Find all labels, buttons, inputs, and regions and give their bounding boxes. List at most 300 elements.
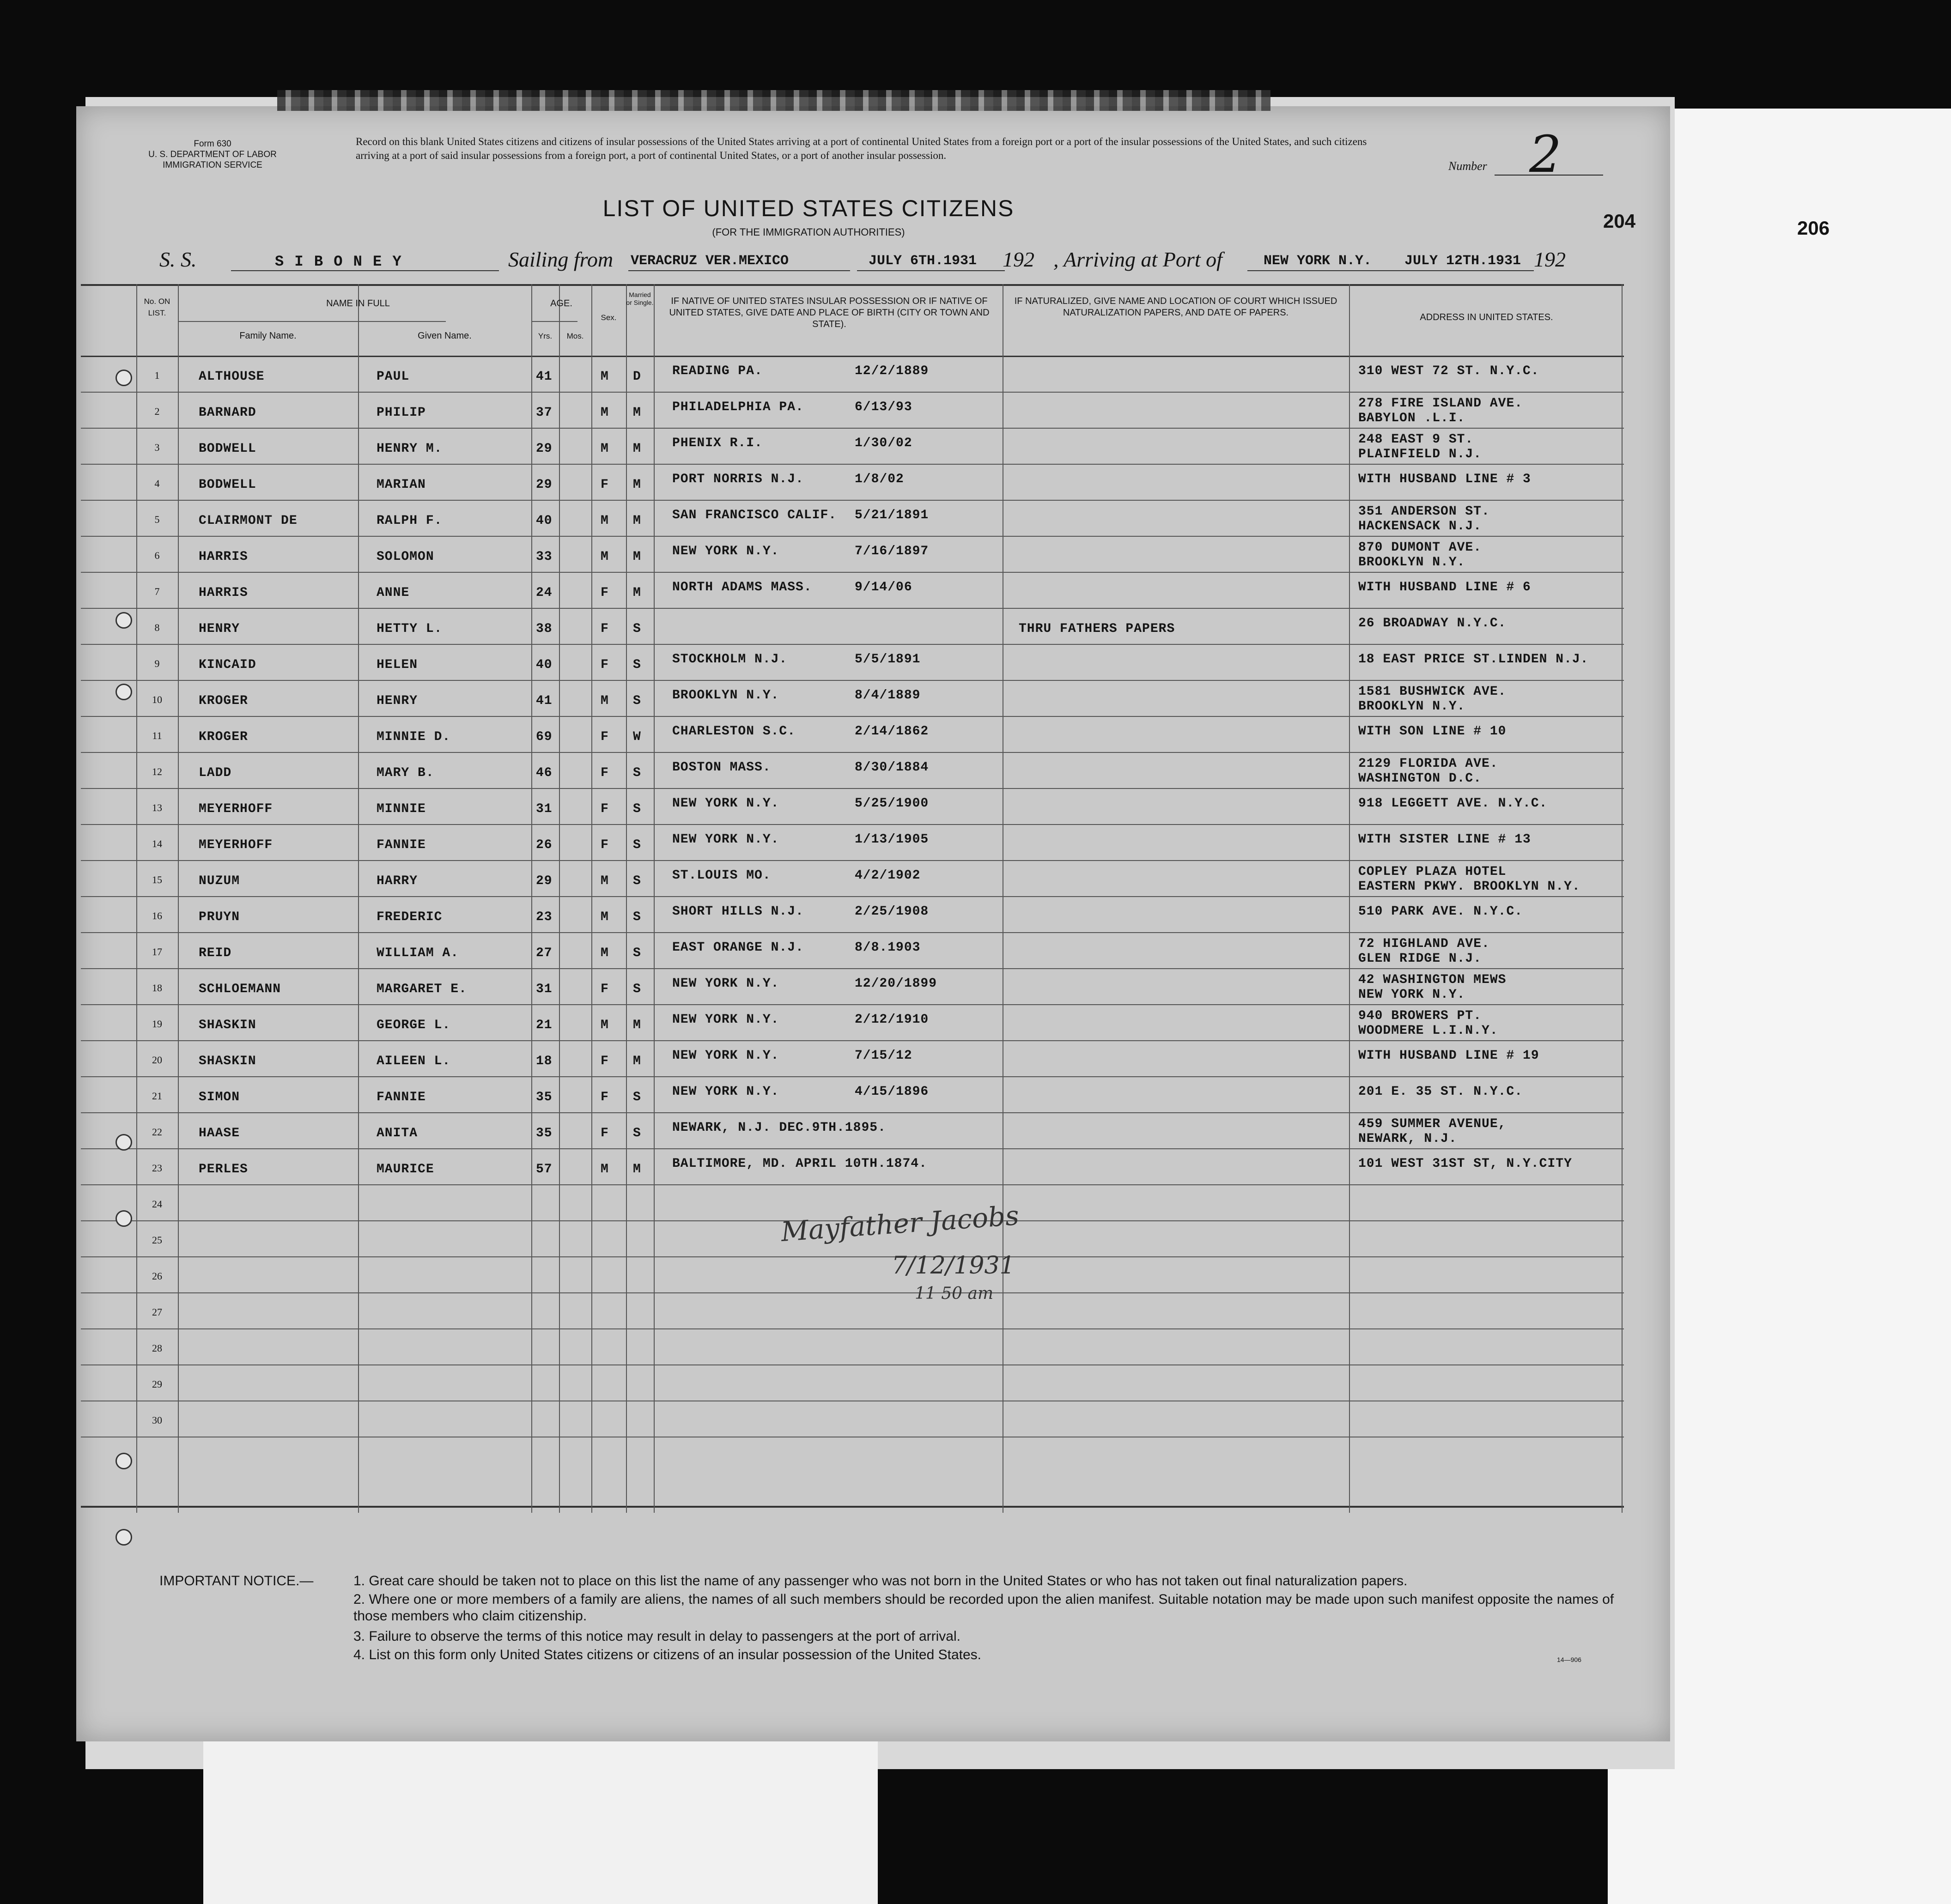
- col-line: [178, 284, 179, 1513]
- birth-date: 2/12/1910: [855, 1013, 929, 1027]
- marital-status: M: [633, 406, 641, 420]
- punch-hole: [115, 1210, 132, 1227]
- sex: F: [601, 1054, 609, 1068]
- col-line: [559, 284, 560, 1513]
- sex: M: [601, 874, 609, 888]
- row-divider: [81, 680, 1624, 681]
- punch-hole: [115, 684, 132, 700]
- age-years: 29: [536, 478, 553, 492]
- marital-status: S: [633, 1126, 641, 1140]
- row-divider: [81, 392, 1624, 393]
- address-line-1: 42 WASHINGTON MEWS: [1358, 973, 1507, 987]
- row-number: 4: [154, 478, 160, 489]
- address-line-2: BROOKLYN N.Y.: [1358, 699, 1465, 714]
- marital-status: S: [633, 658, 641, 672]
- row-number: 18: [152, 982, 162, 994]
- birth-place: EAST ORANGE N.J.: [672, 940, 804, 955]
- family-name: KINCAID: [199, 658, 256, 672]
- given-name: FANNIE: [377, 838, 426, 852]
- address-line-1: 278 FIRE ISLAND AVE.: [1358, 396, 1523, 411]
- sailing-from: VERACRUZ VER.MEXICO: [631, 253, 789, 269]
- given-name: HELEN: [377, 658, 418, 672]
- marital-status: M: [633, 514, 641, 528]
- row-divider: [81, 1148, 1624, 1149]
- age-years: 38: [536, 622, 553, 636]
- row-divider: [81, 860, 1624, 861]
- birth-date: 1/13/1905: [855, 832, 929, 847]
- address-line-1: 26 BROADWAY N.Y.C.: [1358, 616, 1507, 631]
- address-line-2: NEW YORK N.Y.: [1358, 988, 1465, 1002]
- sex: F: [601, 1090, 609, 1104]
- family-name: SCHLOEMANN: [199, 982, 281, 996]
- sex: F: [601, 982, 609, 996]
- sex: F: [601, 1126, 609, 1140]
- marital-status: S: [633, 946, 641, 960]
- row-divider: [81, 1328, 1624, 1329]
- row-number: 1: [154, 370, 160, 381]
- age-years: 23: [536, 910, 553, 924]
- address-line-2: NEWARK, N.J.: [1358, 1132, 1457, 1146]
- row-divider: [81, 572, 1624, 573]
- address-line-1: 201 E. 35 ST. N.Y.C.: [1358, 1085, 1523, 1099]
- address-line-1: 72 HIGHLAND AVE.: [1358, 937, 1490, 951]
- marital-status: M: [633, 550, 641, 564]
- birth-date: 8/30/1884: [855, 760, 929, 775]
- number-label: Number: [1448, 159, 1487, 173]
- age-years: 18: [536, 1054, 553, 1068]
- given-name: ANITA: [377, 1126, 418, 1140]
- address-line-1: WITH SISTER LINE # 13: [1358, 832, 1531, 847]
- punch-hole: [115, 370, 132, 386]
- age-years: 24: [536, 586, 553, 600]
- birth-place: PORT NORRIS N.J.: [672, 472, 804, 486]
- page-title: LIST OF UNITED STATES CITIZENS: [602, 195, 1015, 221]
- year-label-2: 192: [1534, 248, 1566, 271]
- row-number: 15: [152, 874, 162, 885]
- notice-item: 2. Where one or more members of a family are aliens, the names of all such members should be recorded upon the alien manifest. Suitable notation may be made upon such manifest opposite the names of those members who claim citizenship.: [353, 1592, 1614, 1624]
- row-divider: [81, 968, 1624, 969]
- birth-date: 5/21/1891: [855, 508, 929, 522]
- birth-place: NEW YORK N.Y.: [672, 976, 779, 991]
- given-name: MINNIE D.: [377, 730, 451, 744]
- row-divider: [81, 1184, 1624, 1185]
- marital-status: S: [633, 910, 641, 924]
- sex: M: [601, 406, 609, 420]
- marital-status: S: [633, 982, 641, 996]
- row-number: 8: [154, 622, 160, 633]
- family-name: CLAIRMONT DE: [199, 514, 298, 528]
- given-name: WILLIAM A.: [377, 946, 459, 960]
- given-name: AILEEN L.: [377, 1054, 451, 1068]
- row-number: 14: [152, 838, 162, 849]
- birth-place: BOSTON MASS.: [672, 760, 771, 775]
- sailing-underline: [628, 270, 850, 271]
- birth-date: 8/4/1889: [855, 688, 921, 703]
- annotation-time: 11 50 am: [915, 1284, 994, 1303]
- birth-place: PHILADELPHIA PA.: [672, 400, 804, 414]
- family-name: MEYERHOFF: [199, 838, 273, 852]
- row-number: 29: [152, 1378, 162, 1390]
- age-years: 26: [536, 838, 553, 852]
- col-married: Married or Single.: [626, 291, 654, 306]
- given-name: HETTY L.: [377, 622, 443, 636]
- row-number: 28: [152, 1342, 162, 1354]
- given-name: RALPH F.: [377, 514, 443, 528]
- address-line-1: 101 WEST 31ST ST, N.Y.CITY: [1358, 1157, 1572, 1171]
- age-years: 46: [536, 766, 553, 780]
- row-divider: [81, 1076, 1624, 1077]
- birth-date: 5/25/1900: [855, 796, 929, 811]
- sex: M: [601, 514, 609, 528]
- arriving-label: , Arriving at Port of: [1053, 248, 1222, 271]
- birth-date: 12/20/1899: [855, 976, 937, 991]
- family-name: HARRIS: [199, 586, 248, 600]
- family-name: SHASKIN: [199, 1054, 256, 1068]
- sex: M: [601, 1162, 609, 1176]
- age-group-divider: [531, 321, 577, 322]
- punch-hole: [115, 1529, 132, 1546]
- family-name: BODWELL: [199, 478, 256, 492]
- sex: F: [601, 658, 609, 672]
- family-name: SIMON: [199, 1090, 240, 1104]
- row-number: 22: [152, 1126, 162, 1138]
- address-line-1: 248 EAST 9 ST.: [1358, 432, 1474, 447]
- row-divider: [81, 644, 1624, 645]
- row-divider: [81, 428, 1624, 429]
- birth-date: 2/14/1862: [855, 724, 929, 739]
- table-bottom-border: [81, 1506, 1624, 1508]
- age-years: 35: [536, 1126, 553, 1140]
- col-no: No. ON LIST.: [144, 297, 170, 317]
- birth-date: 9/14/06: [855, 580, 912, 594]
- sex: F: [601, 730, 609, 744]
- address-line-2: EASTERN PKWY. BROOKLYN N.Y.: [1358, 879, 1580, 894]
- age-years: 33: [536, 550, 553, 564]
- row-divider: [81, 1112, 1624, 1113]
- marital-status: S: [633, 1090, 641, 1104]
- address-line-2: HACKENSACK N.J.: [1358, 519, 1482, 534]
- row-divider: [81, 896, 1624, 897]
- arriving-date: JULY 12TH.1931: [1404, 253, 1521, 269]
- binding-strip: [277, 90, 1270, 111]
- sailing-date-underline: [857, 270, 1005, 271]
- birth-place: NEWARK, N.J. DEC.9TH.1895.: [672, 1121, 886, 1135]
- family-name: PERLES: [199, 1162, 248, 1176]
- row-divider: [81, 1364, 1624, 1365]
- age-years: 57: [536, 1162, 553, 1176]
- marital-status: S: [633, 802, 641, 816]
- address-line-2: WOODMERE L.I.N.Y.: [1358, 1024, 1498, 1038]
- marital-status: M: [633, 1018, 641, 1032]
- row-divider: [81, 824, 1624, 825]
- sex: M: [601, 550, 609, 564]
- age-years: 35: [536, 1090, 553, 1104]
- birth-place: ST.LOUIS MO.: [672, 868, 771, 883]
- table-top-border: [81, 284, 1624, 286]
- family-name: BARNARD: [199, 406, 256, 420]
- birth-date: 2/25/1908: [855, 904, 929, 919]
- col-family: Family Name.: [239, 331, 297, 341]
- age-years: 41: [536, 694, 553, 708]
- sex: M: [601, 442, 609, 456]
- arriving-port: NEW YORK N.Y.: [1264, 253, 1372, 269]
- family-name: HARRIS: [199, 550, 248, 564]
- family-name: SHASKIN: [199, 1018, 256, 1032]
- row-number: 17: [152, 946, 162, 958]
- row-number: 2: [154, 406, 160, 417]
- birth-place: STOCKHOLM N.J.: [672, 652, 788, 667]
- ship-name: S I B O N E Y: [275, 253, 402, 270]
- address-line-1: 940 BROWERS PT.: [1358, 1009, 1482, 1023]
- birth-place: NEW YORK N.Y.: [672, 832, 779, 847]
- marital-status: M: [633, 442, 641, 456]
- col-name-group: NAME IN FULL: [326, 298, 390, 309]
- family-name: HENRY: [199, 622, 240, 636]
- row-number: 20: [152, 1054, 162, 1066]
- address-line-1: 2129 FLORIDA AVE.: [1358, 757, 1498, 771]
- col-naturalized: IF NATURALIZED, GIVE NAME AND LOCATION OF COURT WHICH ISSUED NATURALIZATION PAPERS, AND DATE OF PAPERS.: [1014, 296, 1337, 318]
- col-yrs: Yrs.: [538, 332, 553, 340]
- col-line: [1349, 284, 1350, 1513]
- signature: Mayfather Jacobs: [780, 1200, 1020, 1248]
- row-number: 12: [152, 766, 162, 777]
- sex: F: [601, 838, 609, 852]
- given-name: ANNE: [377, 586, 410, 600]
- row-number: 27: [152, 1306, 162, 1318]
- family-name: KROGER: [199, 694, 248, 708]
- service: IMMIGRATION SERVICE: [163, 160, 262, 170]
- birth-place: CHARLESTON S.C.: [672, 724, 796, 739]
- given-name: PAUL: [377, 370, 410, 384]
- family-name: NUZUM: [199, 874, 240, 888]
- address-line-1: 459 SUMMER AVENUE,: [1358, 1117, 1507, 1131]
- marital-status: M: [633, 1054, 641, 1068]
- col-line: [654, 284, 655, 1513]
- marital-status: W: [633, 730, 641, 744]
- row-number: 21: [152, 1090, 162, 1102]
- row-divider: [81, 788, 1624, 789]
- row-number: 7: [154, 586, 160, 597]
- given-name: MINNIE: [377, 802, 426, 816]
- address-line-1: 18 EAST PRICE ST.LINDEN N.J.: [1358, 652, 1589, 667]
- birth-place: SAN FRANCISCO CALIF.: [672, 508, 837, 522]
- page-number-main: 204: [1603, 210, 1636, 232]
- row-number: 26: [152, 1270, 162, 1282]
- passenger-table: [81, 284, 1624, 1513]
- punch-hole: [115, 1134, 132, 1151]
- age-years: 69: [536, 730, 553, 744]
- given-name: FANNIE: [377, 1090, 426, 1104]
- given-name: MAURICE: [377, 1162, 434, 1176]
- birth-place: NEW YORK N.Y.: [672, 1013, 779, 1027]
- birth-place: NORTH ADAMS MASS.: [672, 580, 812, 594]
- col-sex: Sex.: [601, 313, 617, 322]
- sex: F: [601, 586, 609, 600]
- age-years: 40: [536, 658, 553, 672]
- birth-place: PHENIX R.I.: [672, 436, 763, 450]
- family-name: ALTHOUSE: [199, 370, 265, 384]
- birth-place: NEW YORK N.Y.: [672, 796, 779, 811]
- given-name: SOLOMON: [377, 550, 434, 564]
- notice-heading: IMPORTANT NOTICE.—: [159, 1573, 314, 1589]
- number-value: 2: [1529, 125, 1562, 184]
- family-name: HAASE: [199, 1126, 240, 1140]
- year-label-1: 192: [1003, 248, 1034, 271]
- row-divider: [81, 1040, 1624, 1041]
- address-line-2: BABYLON .L.I.: [1358, 411, 1465, 425]
- row-number: 30: [152, 1414, 162, 1426]
- row-number: 10: [152, 694, 162, 705]
- age-years: 27: [536, 946, 553, 960]
- row-divider: [81, 1256, 1624, 1257]
- address-line-2: PLAINFIELD N.J.: [1358, 447, 1482, 461]
- address-line-1: 310 WEST 72 ST. N.Y.C.: [1358, 364, 1539, 378]
- marital-status: M: [633, 1162, 641, 1176]
- sex: M: [601, 1018, 609, 1032]
- page-number-side: 206: [1797, 217, 1830, 239]
- given-name: GEORGE L.: [377, 1018, 451, 1032]
- notice-item: 3. Failure to observe the terms of this notice may result in delay to passengers at the port of arrival.: [353, 1629, 960, 1644]
- given-name: FREDERIC: [377, 910, 443, 924]
- row-number: 19: [152, 1018, 162, 1030]
- intro-text: Record on this blank United States citizens and citizens of insular possessions of the United States arriving at a port of continental United States from a foreign port or a port of the insular possessions of the United States, and such citizens arriving at a port of said insular possessions from a foreign port, a port of continental United States, or a port of another insular possession.: [356, 136, 1367, 161]
- annotation-date: 7/12/1931: [892, 1252, 1015, 1279]
- age-years: 31: [536, 802, 553, 816]
- punch-hole: [115, 1453, 132, 1469]
- sex: F: [601, 478, 609, 492]
- sex: F: [601, 622, 609, 636]
- family-name: REID: [199, 946, 232, 960]
- birth-place: NEW YORK N.Y.: [672, 544, 779, 558]
- age-years: 41: [536, 370, 553, 384]
- address-line-1: WITH SON LINE # 10: [1358, 724, 1507, 739]
- col-line: [531, 284, 532, 1513]
- marital-status: M: [633, 478, 641, 492]
- ship-underline: [231, 270, 499, 271]
- department: U. S. DEPARTMENT OF LABOR: [148, 150, 277, 159]
- age-years: 29: [536, 442, 553, 456]
- row-divider: [81, 608, 1624, 609]
- birth-date: 1/8/02: [855, 472, 904, 486]
- sex: M: [601, 370, 609, 384]
- col-given: Given Name.: [418, 331, 472, 341]
- family-name: MEYERHOFF: [199, 802, 273, 816]
- family-name: PRUYN: [199, 910, 240, 924]
- punch-hole: [115, 612, 132, 629]
- sex: M: [601, 946, 609, 960]
- address-line-1: COPLEY PLAZA HOTEL: [1358, 865, 1507, 879]
- given-name: MARIAN: [377, 478, 426, 492]
- col-mos: Mos.: [566, 332, 584, 340]
- given-name: MARGARET E.: [377, 982, 467, 996]
- age-years: 37: [536, 406, 553, 420]
- name-group-divider: [178, 321, 446, 322]
- sex: M: [601, 910, 609, 924]
- age-years: 29: [536, 874, 553, 888]
- marital-status: S: [633, 622, 641, 636]
- page-subtitle: (FOR THE IMMIGRATION AUTHORITIES): [712, 226, 905, 238]
- form-number: Form 630: [194, 139, 231, 149]
- age-years: 21: [536, 1018, 553, 1032]
- row-divider: [81, 1292, 1624, 1293]
- address-line-2: WASHINGTON D.C.: [1358, 771, 1482, 786]
- given-name: PHILIP: [377, 406, 426, 420]
- marital-status: D: [633, 370, 641, 384]
- row-number: 16: [152, 910, 162, 922]
- given-name: MARY B.: [377, 766, 434, 780]
- marital-status: S: [633, 766, 641, 780]
- row-number: 9: [154, 658, 160, 669]
- birth-place: SHORT HILLS N.J.: [672, 904, 804, 919]
- address-line-1: WITH HUSBAND LINE # 6: [1358, 580, 1531, 594]
- col-birth: IF NATIVE OF UNITED STATES INSULAR POSSESSION OR IF NATIVE OF UNITED STATES, GIVE DATE AND PLACE OF BIRTH (CITY OR TOWN AND STATE).: [669, 296, 990, 329]
- address-line-1: 351 ANDERSON ST.: [1358, 504, 1490, 519]
- age-years: 31: [536, 982, 553, 996]
- ss-label: S. S.: [159, 248, 197, 271]
- birth-place: READING PA.: [672, 364, 763, 378]
- col-age: AGE.: [550, 298, 572, 309]
- form-code: 14—906: [1557, 1656, 1581, 1663]
- bottom-paper-strip: [203, 1732, 878, 1904]
- row-number: 3: [154, 442, 160, 453]
- address-line-1: 1581 BUSHWICK AVE.: [1358, 685, 1507, 699]
- family-name: LADD: [199, 766, 232, 780]
- address-line-1: WITH HUSBAND LINE # 3: [1358, 472, 1531, 486]
- birth-date: 5/5/1891: [855, 652, 921, 667]
- sailing-date: JULY 6TH.1931: [869, 253, 977, 269]
- marital-status: S: [633, 838, 641, 852]
- row-divider: [81, 464, 1624, 465]
- col-address: ADDRESS IN UNITED STATES.: [1420, 312, 1553, 322]
- row-number: 6: [154, 550, 160, 561]
- row-number: 11: [152, 730, 162, 741]
- marital-status: M: [633, 586, 641, 600]
- birth-date: 6/13/93: [855, 400, 912, 414]
- row-number: 23: [152, 1162, 162, 1174]
- address-line-1: 870 DUMONT AVE.: [1358, 540, 1482, 555]
- address-line-2: GLEN RIDGE N.J.: [1358, 952, 1482, 966]
- address-line-1: 510 PARK AVE. N.Y.C.: [1358, 904, 1523, 919]
- row-number: 24: [152, 1198, 162, 1210]
- row-divider: [81, 752, 1624, 753]
- row-number: 5: [154, 514, 160, 525]
- birth-place: BALTIMORE, MD. APRIL 10TH.1874.: [672, 1157, 927, 1171]
- sex: M: [601, 694, 609, 708]
- birth-date: 7/15/12: [855, 1049, 912, 1063]
- row-divider: [81, 500, 1624, 501]
- age-years: 40: [536, 514, 553, 528]
- birth-date: 4/15/1896: [855, 1085, 929, 1099]
- naturalization: THRU FATHERS PAPERS: [1019, 622, 1175, 636]
- given-name: HARRY: [377, 874, 418, 888]
- sex: F: [601, 802, 609, 816]
- birth-date: 7/16/1897: [855, 544, 929, 558]
- col-line: [358, 284, 359, 1513]
- sex: F: [601, 766, 609, 780]
- col-line: [591, 284, 592, 1513]
- col-line: [626, 284, 627, 1513]
- address-line-1: 918 LEGGETT AVE. N.Y.C.: [1358, 796, 1548, 811]
- address-line-2: BROOKLYN N.Y.: [1358, 555, 1465, 570]
- row-divider: [81, 1004, 1624, 1005]
- birth-date: 4/2/1902: [855, 868, 921, 883]
- notice-item: 4. List on this form only United States citizens or citizens of an insular possession of the United States.: [353, 1647, 982, 1662]
- row-number: 25: [152, 1234, 162, 1246]
- birth-place: NEW YORK N.Y.: [672, 1049, 779, 1063]
- address-line-1: WITH HUSBAND LINE # 19: [1358, 1049, 1539, 1063]
- marital-status: S: [633, 874, 641, 888]
- birth-date: 8/8.1903: [855, 940, 921, 955]
